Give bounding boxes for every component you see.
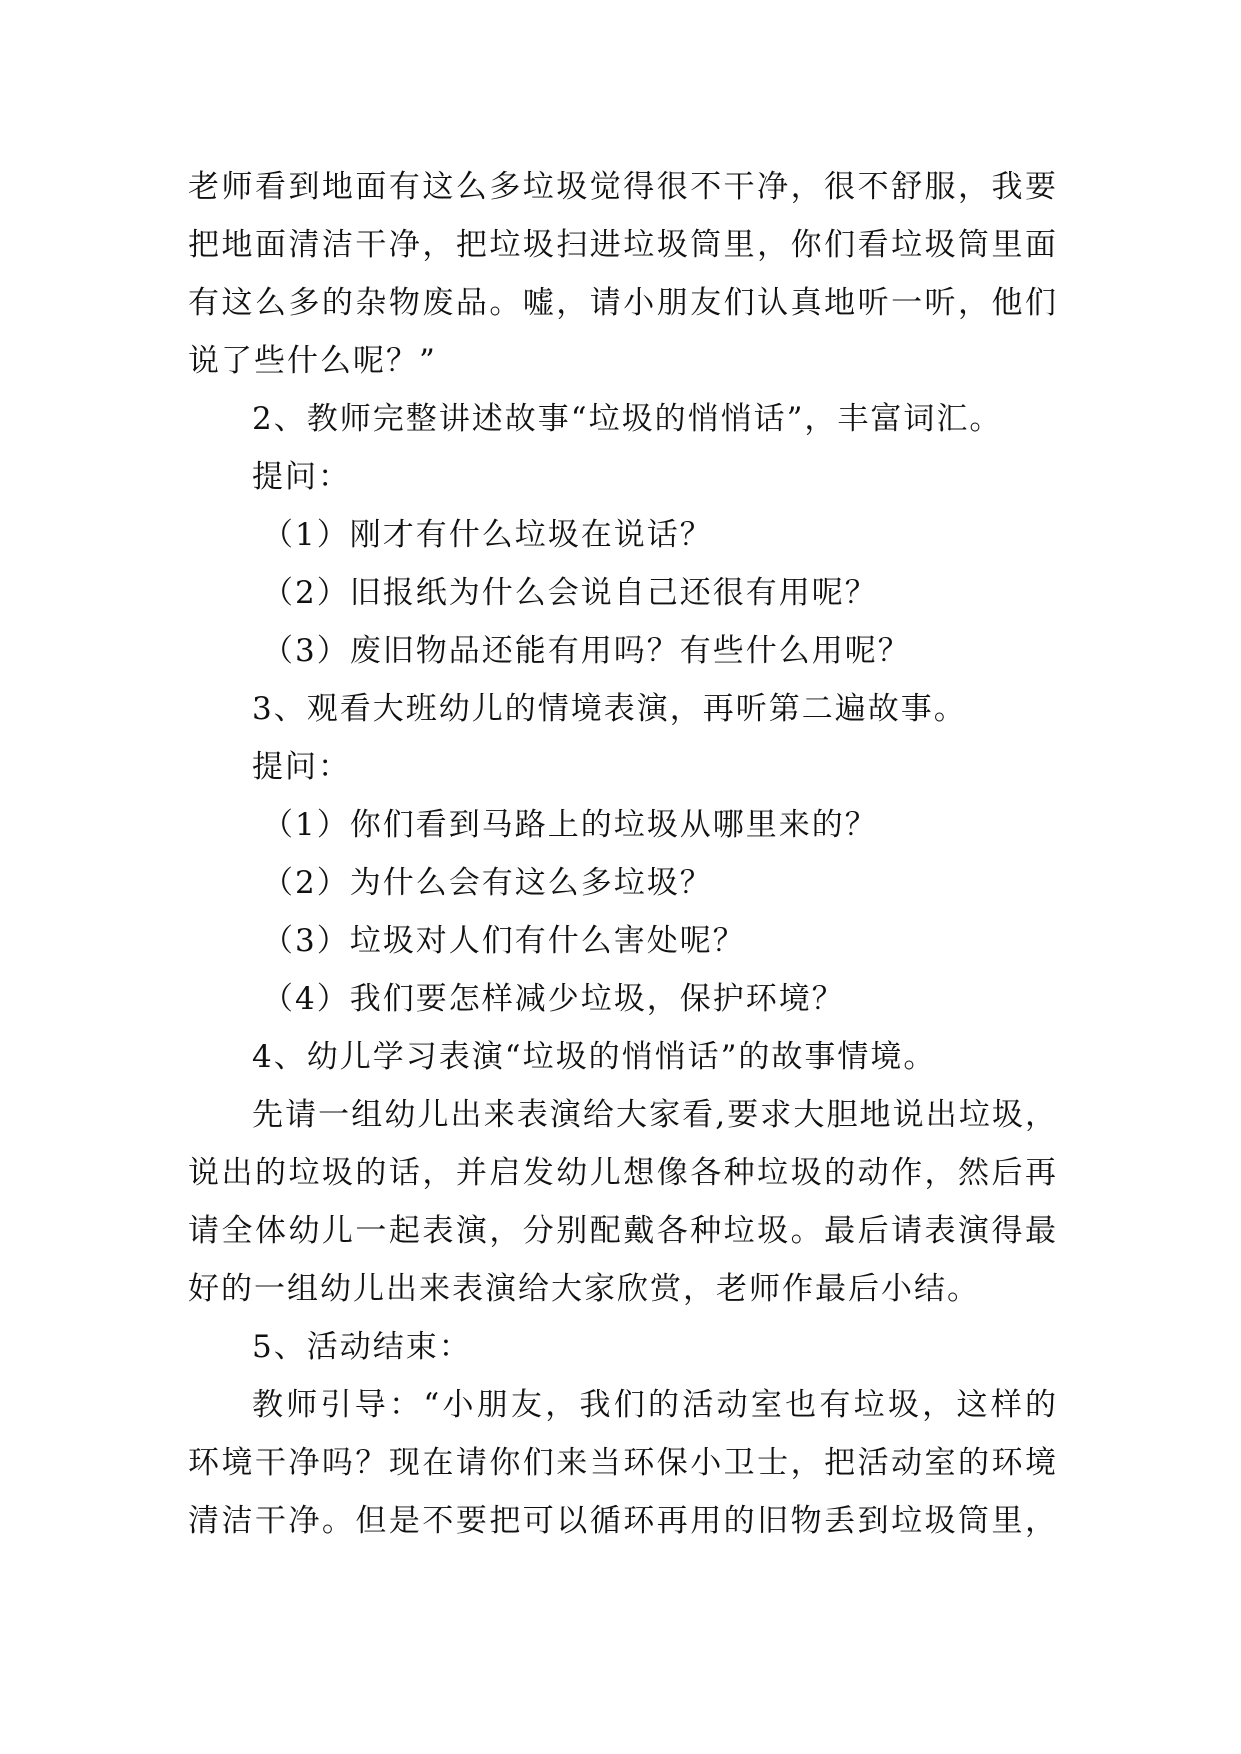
section-heading-4: 4、幼儿学习表演“垃圾的悄悄话”的故事情境。	[252, 1039, 937, 1075]
paragraph-line: 教师引导：“小朋友，我们的活动室也有垃圾，这样的	[252, 1387, 1058, 1423]
paragraph-line: 清洁干净。但是不要把可以循环再用的旧物丢到垃圾筒里，	[188, 1503, 1058, 1539]
document-body	[188, 158, 1058, 1550]
section-heading-5: 5、活动结束：	[252, 1329, 472, 1365]
paragraph-line: 好的一组幼儿出来表演给大家欣赏，老师作最后小结。	[188, 1271, 980, 1307]
question-item: （1）刚才有什么垃圾在说话？	[262, 517, 713, 553]
paragraph-line: 环境干净吗？现在请你们来当环保小卫士，把活动室的环境	[188, 1445, 1058, 1481]
paragraph-line: 说出的垃圾的话，并启发幼儿想像各种垃圾的动作，然后再	[188, 1155, 1058, 1191]
question-item: （1）你们看到马路上的垃圾从哪里来的？	[262, 807, 878, 843]
question-item: （3）废旧物品还能有用吗？有些什么用呢？	[262, 633, 911, 669]
paragraph-line: 请全体幼儿一起表演，分别配戴各种垃圾。最后请表演得最	[188, 1213, 1058, 1249]
paragraph-line: 说了些什么呢？”	[188, 343, 437, 379]
paragraph-line: 先请一组幼儿出来表演给大家看,要求大胆地说出垃圾，	[252, 1097, 1058, 1133]
question-label: 提问：	[252, 749, 351, 785]
question-item: （4）我们要怎样减少垃圾，保护环境？	[262, 981, 845, 1017]
question-label: 提问：	[252, 459, 351, 495]
paragraph-line: 把地面清洁干净，把垃圾扫进垃圾筒里，你们看垃圾筒里面	[188, 227, 1058, 263]
section-heading-2: 2、教师完整讲述故事“垃圾的悄悄话”，丰富词汇。	[252, 401, 1003, 437]
paragraph-line: 有这么多的杂物废品。嘘，请小朋友们认真地听一听，他们	[188, 285, 1058, 321]
question-item: （2）旧报纸为什么会说自己还很有用呢？	[262, 575, 878, 611]
question-item: （2）为什么会有这么多垃圾？	[262, 865, 713, 901]
question-item: （3）垃圾对人们有什么害处呢？	[262, 923, 746, 959]
section-heading-3: 3、观看大班幼儿的情境表演，再听第二遍故事。	[252, 691, 967, 727]
paragraph-line: 老师看到地面有这么多垃圾觉得很不干净，很不舒服，我要	[188, 169, 1058, 205]
